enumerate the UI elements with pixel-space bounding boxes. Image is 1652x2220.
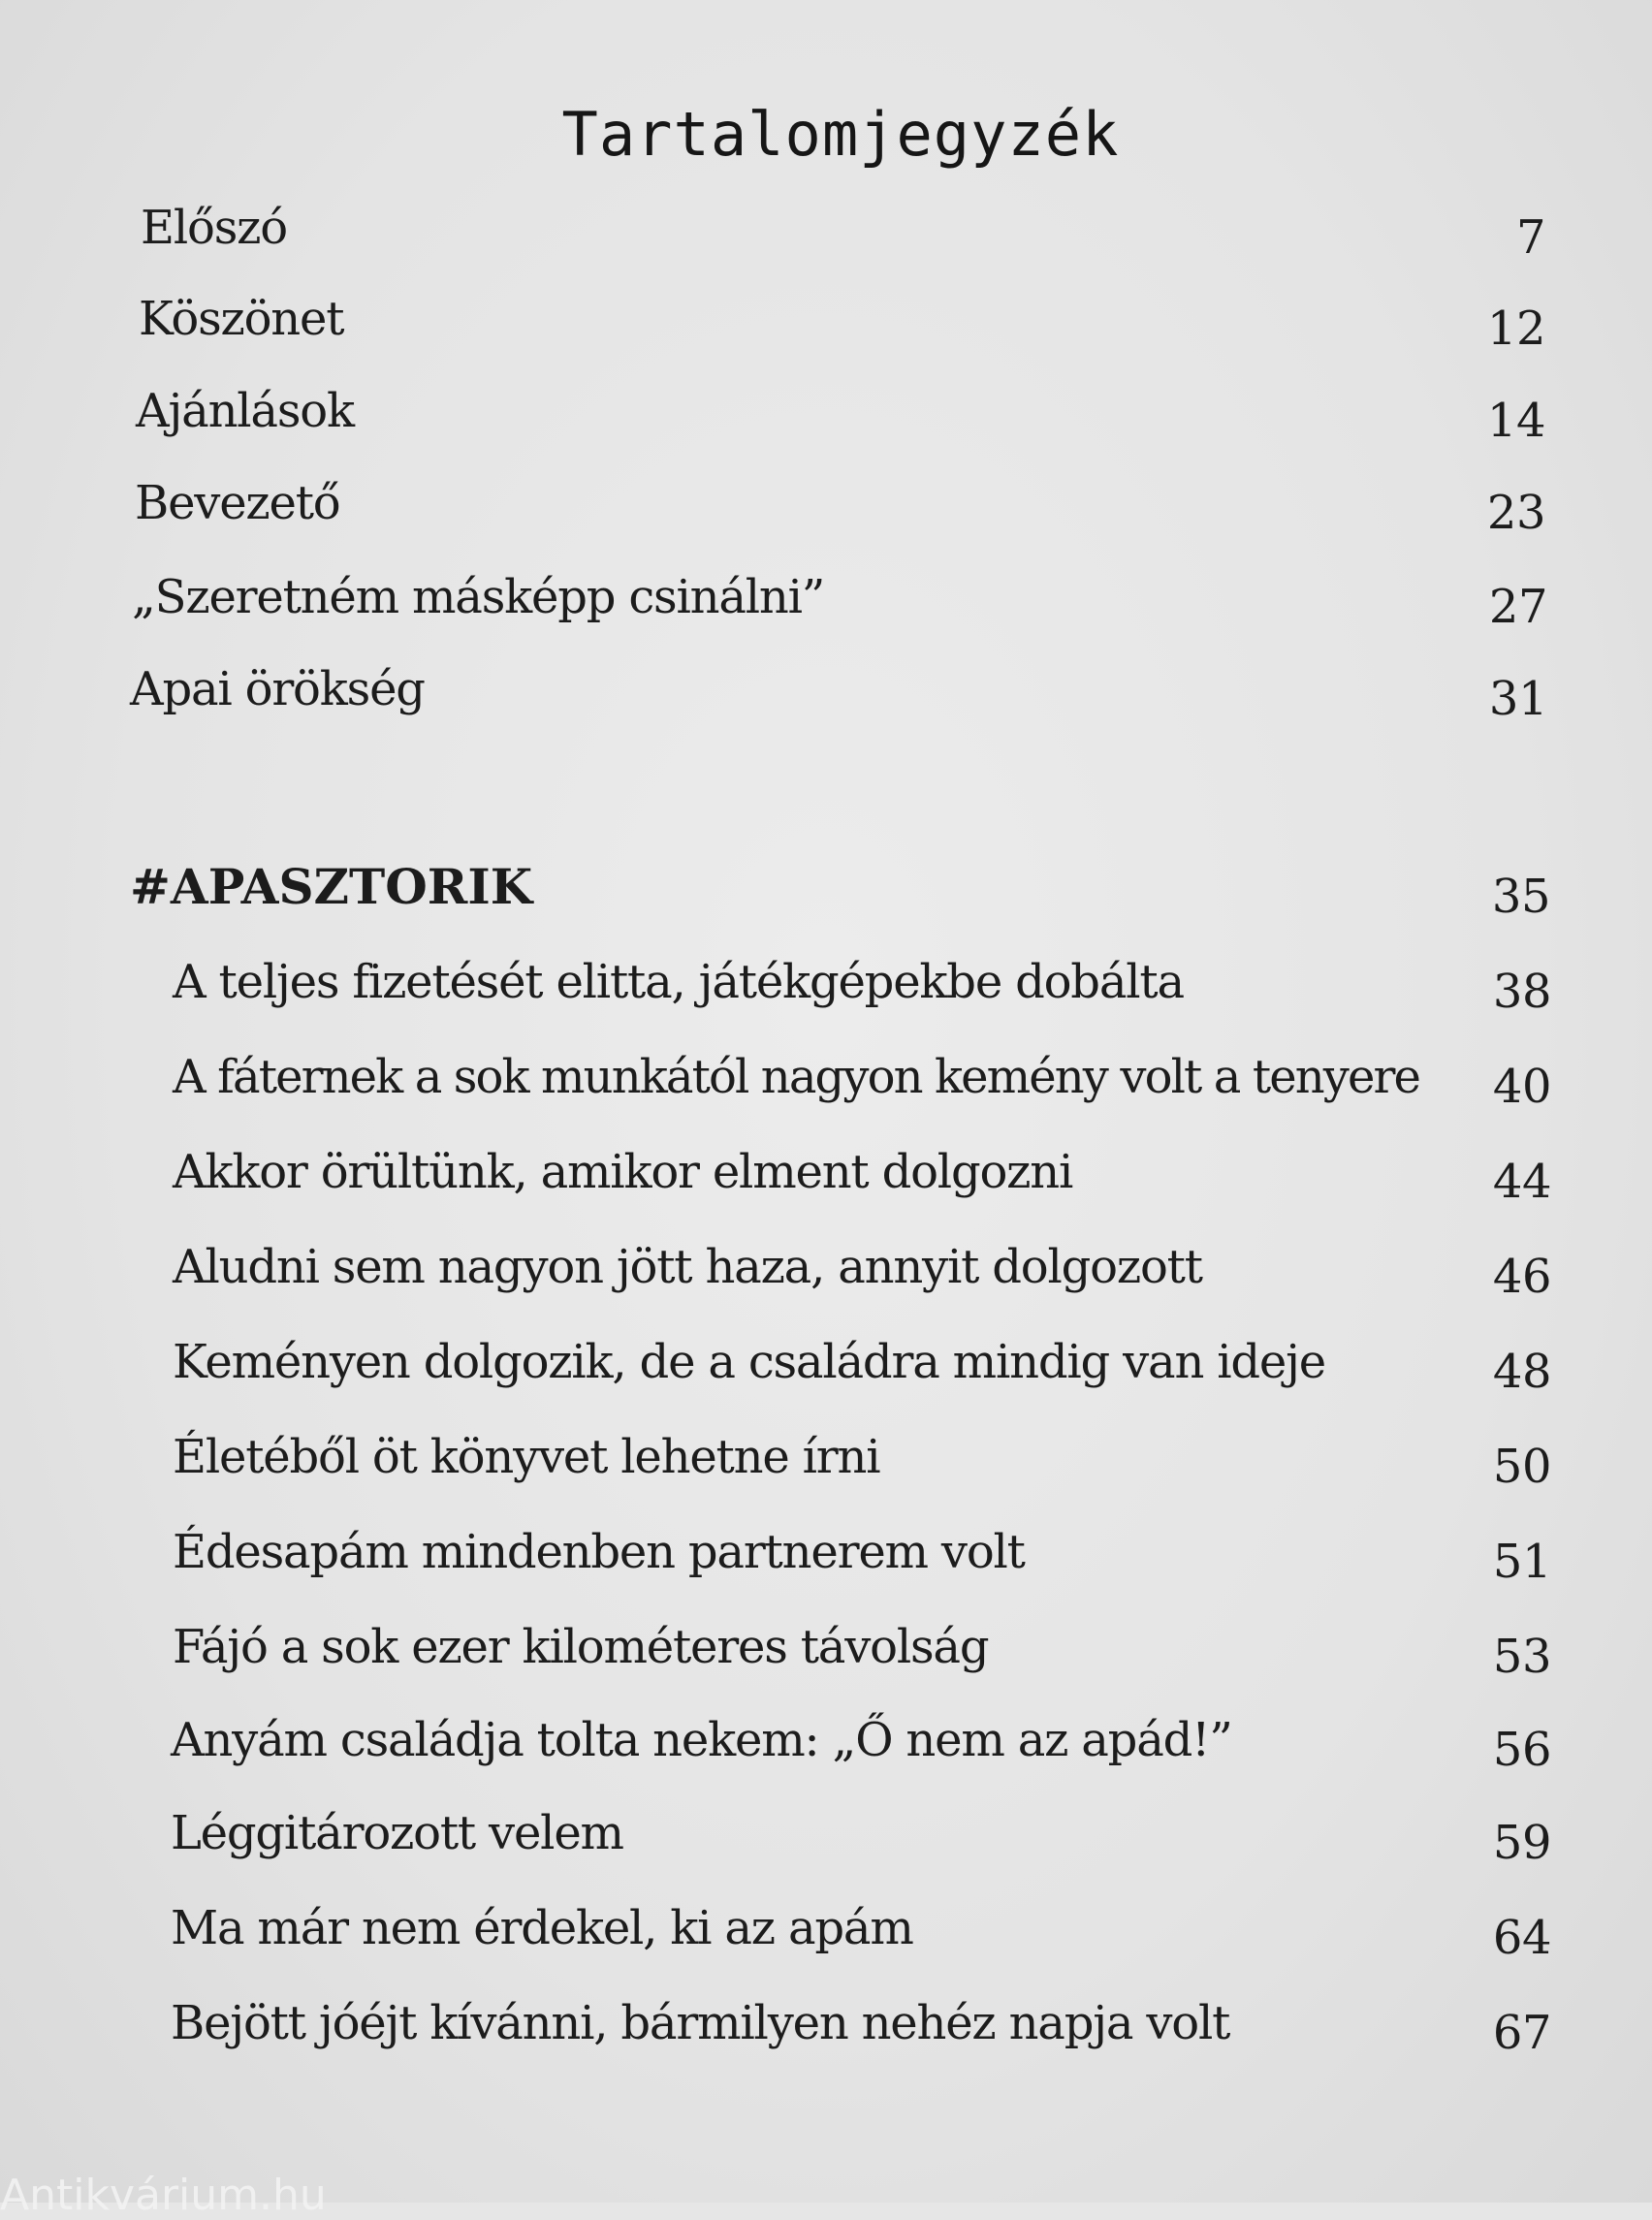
toc-entry-page: 27 [1488, 580, 1547, 634]
toc-subentry-title: Édesapám mindenben partnerem volt [173, 1525, 1025, 1579]
toc-subentry-title: Anyám családja tolta nekem: „Ő nem az apád!” [171, 1713, 1232, 1767]
toc-section-title: #APASZTORIK [130, 858, 533, 915]
toc-subentry [173, 1423, 1551, 1494]
toc-subentry [173, 1043, 1551, 1114]
toc-subentry-page: 59 [1492, 1816, 1551, 1870]
toc-subentry [171, 1706, 1551, 1777]
toc-subentry-page: 38 [1492, 965, 1551, 1019]
toc-subentry-page: 48 [1492, 1345, 1551, 1399]
toc-subentry [173, 1233, 1551, 1304]
toc-entry-title: Előszó [141, 201, 287, 255]
toc-entry [132, 563, 1547, 634]
toc-subentry-title: Életéből öt könyvet lehetne írni [173, 1430, 880, 1484]
toc-subentry [173, 1518, 1551, 1589]
toc-subentry-page: 46 [1492, 1250, 1551, 1304]
toc-subentry-title: Bejött jóéjt kívánni, bármilyen nehéz napja volt [171, 1996, 1230, 2050]
toc-subentry [171, 1799, 1551, 1870]
toc-subentry-title: Ma már nem érdekel, ki az apám [171, 1901, 913, 1955]
toc-subentry-title: Léggitározott velem [171, 1806, 623, 1860]
toc-subentry-title: Akkor örültünk, amikor elment dolgozni [173, 1145, 1073, 1199]
toc-subentry [173, 1138, 1551, 1209]
toc-subentry-page: 64 [1492, 1911, 1551, 1965]
toc-subentry-page: 53 [1492, 1630, 1551, 1684]
toc-section-page: 35 [1491, 870, 1550, 924]
toc-entry-title: Bevezető [135, 476, 340, 530]
toc-subentry-title: Aludni sem nagyon jött haza, annyit dolgozott [173, 1240, 1202, 1294]
toc-entry [135, 469, 1545, 540]
toc-entry [136, 377, 1545, 448]
page-title: Tartalomjegyzék [561, 99, 1120, 170]
toc-subentry-page: 56 [1492, 1723, 1551, 1777]
toc-subentry [173, 1613, 1551, 1684]
toc-subentry-title: A teljes fizetését elitta, játékgépekbe dobálta [173, 955, 1184, 1009]
toc-entry-page: 14 [1486, 394, 1545, 448]
toc-entry-title: Apai örökség [130, 662, 425, 716]
toc-subentry-page: 51 [1492, 1535, 1551, 1589]
toc-entry-page: 23 [1486, 486, 1545, 540]
toc-subentry [173, 1328, 1551, 1399]
toc-subentry-page: 40 [1492, 1060, 1551, 1114]
toc-entry [139, 285, 1545, 356]
toc-subentry [171, 1989, 1551, 2060]
toc-subentry-title: A fáternek a sok munkától nagyon kemény volt a tenyere [173, 1050, 1420, 1104]
toc-entry-title: Ajánlások [136, 384, 354, 438]
toc-section-heading [130, 853, 1550, 924]
toc-subentry [171, 1894, 1551, 1965]
toc-subentry-page: 44 [1492, 1155, 1551, 1209]
toc-subentry [173, 948, 1551, 1019]
toc-entry [130, 655, 1547, 726]
watermark: Antikvárium.hu [0, 2171, 327, 2220]
toc-subentry-title: Keményen dolgozik, de a családra mindig van ideje [173, 1335, 1325, 1389]
toc-entry-title: Köszönet [139, 292, 344, 346]
toc-entry-page: 7 [1515, 210, 1545, 265]
toc-entry-title: „Szeretném másképp csinálni” [132, 570, 825, 624]
toc-subentry-title: Fájó a sok ezer kilométeres távolság [173, 1620, 989, 1674]
toc-subentry-page: 67 [1492, 2006, 1551, 2060]
toc-entry [141, 194, 1545, 265]
toc-subentry-page: 50 [1492, 1440, 1551, 1494]
toc-entry-page: 12 [1486, 301, 1545, 356]
toc-entry-page: 31 [1488, 672, 1547, 726]
